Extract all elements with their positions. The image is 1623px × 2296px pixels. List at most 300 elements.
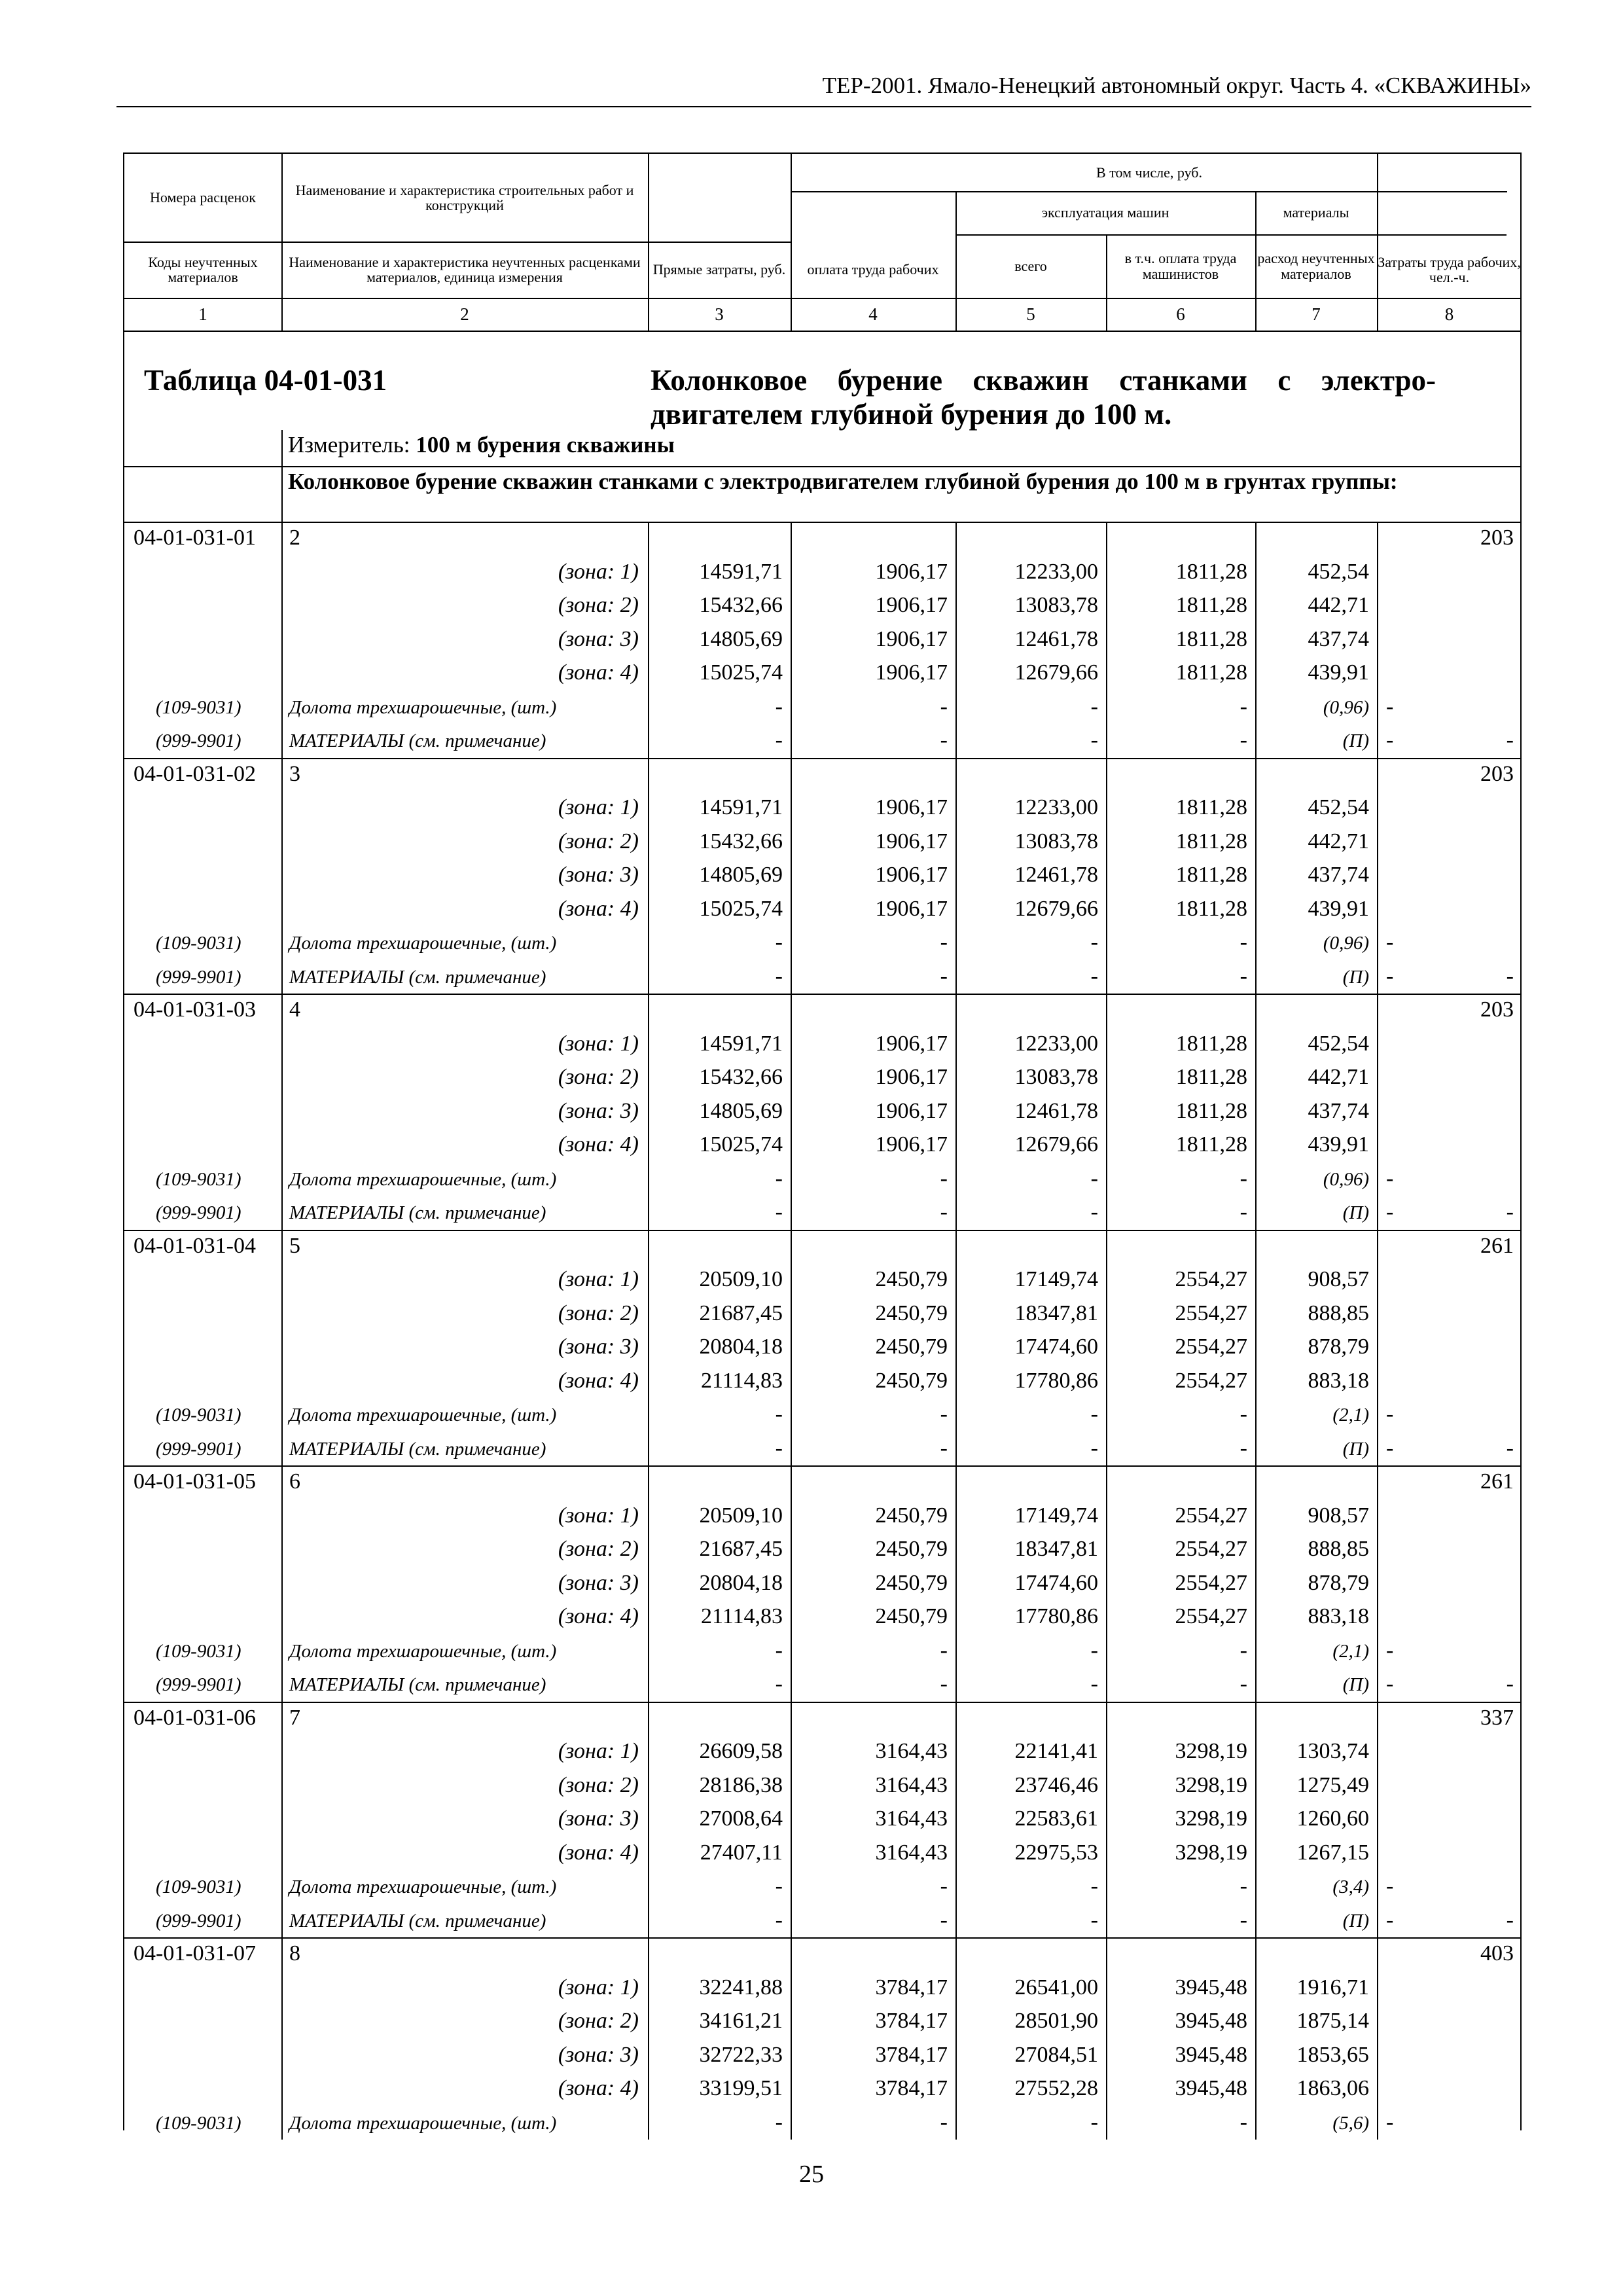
row-vline: [955, 758, 957, 994]
row-vline: [281, 758, 283, 994]
cell-operators: 2554,27: [1175, 1368, 1247, 1393]
group-vline: [281, 466, 283, 522]
measure-vline: [281, 430, 283, 466]
row-vline: [281, 1465, 283, 1702]
header-materials: материалы: [1283, 204, 1349, 221]
cell-operators: 2554,27: [1175, 1604, 1247, 1628]
header-machines: эксплуатация машин: [1041, 204, 1169, 221]
dash-cell: -: [775, 1166, 783, 1191]
material-code: (109-9031): [156, 1640, 241, 1662]
dash-cell: -: [940, 1638, 948, 1662]
soil-group: 6: [289, 1469, 300, 1494]
zone-label: (зона: 3): [558, 626, 639, 651]
material-code: (999-9901): [156, 1202, 241, 1223]
cell-machines: 27552,28: [1014, 2076, 1098, 2100]
cell-direct: 15025,74: [699, 1132, 783, 1157]
zone-label: (зона: 1): [558, 795, 639, 819]
row-vline: [281, 522, 283, 758]
cell-materials: 888,85: [1308, 1537, 1369, 1561]
material-consumption: (П): [1342, 730, 1369, 751]
row-vline: [955, 1465, 957, 1702]
dash-cell: -: [1240, 1672, 1247, 1696]
rate-code: 04-01-031-01: [134, 526, 256, 550]
dash-cell: -: [1240, 963, 1247, 988]
dash-cell: -: [1506, 1672, 1514, 1696]
zone-label: (зона: 4): [558, 660, 639, 685]
cell-machines: 17149,74: [1014, 1503, 1098, 1528]
cell-direct: 26609,58: [699, 1739, 783, 1763]
zone-label: (зона: 4): [558, 1132, 639, 1157]
cell-materials: 439,91: [1308, 1132, 1369, 1157]
row-vline: [1255, 1937, 1257, 2140]
cell-direct: 20509,10: [699, 1503, 783, 1528]
row-vline: [648, 1230, 649, 1466]
material-name: МАТЕРИАЛЫ (см. примечание): [289, 1910, 546, 1931]
dash-cell: -: [1386, 694, 1394, 719]
cell-machines: 12233,00: [1014, 795, 1098, 819]
dash-cell: -: [775, 2109, 783, 2134]
zone-label: (зона: 3): [558, 1806, 639, 1831]
cell-materials: 1875,14: [1296, 2009, 1369, 2033]
row-vline: [648, 1465, 649, 1702]
material-code: (999-9901): [156, 1674, 241, 1695]
material-consumption: (П): [1342, 1438, 1369, 1460]
col-number: 1: [198, 304, 207, 324]
cell-materials: 1275,49: [1296, 1772, 1369, 1797]
header-material-codes: Коды неучтенных материалов: [148, 253, 258, 285]
material-code: (109-9031): [156, 1168, 241, 1190]
cell-wages: 3164,43: [875, 1806, 948, 1831]
row-vline: [1377, 1230, 1378, 1466]
material-consumption: (5,6): [1332, 2112, 1369, 2134]
material-consumption: (2,1): [1332, 1640, 1369, 1662]
zone-label: (зона: 2): [558, 1065, 639, 1089]
dash-cell: -: [1240, 1435, 1247, 1460]
cell-direct: 32241,88: [699, 1975, 783, 2000]
dash-cell: -: [1090, 1200, 1098, 1224]
material-consumption: (П): [1342, 1674, 1369, 1695]
cell-wages: 1906,17: [875, 1031, 948, 1056]
col-number: 4: [868, 304, 878, 324]
material-name: Долота трехшарошечные, (шт.): [289, 933, 557, 954]
dash-cell: -: [1090, 728, 1098, 752]
cell-operators: 2554,27: [1175, 1537, 1247, 1561]
cell-materials: 1916,71: [1296, 1975, 1369, 2000]
cell-wages: 3164,43: [875, 1840, 948, 1865]
cell-materials: 437,74: [1308, 626, 1369, 651]
dash-cell: -: [940, 1874, 948, 1898]
row-vline: [1255, 758, 1257, 994]
zone-label: (зона: 4): [558, 896, 639, 921]
cell-materials: 883,18: [1308, 1368, 1369, 1393]
cell-direct: 14591,71: [699, 559, 783, 584]
row-vline: [955, 994, 957, 1230]
dash-cell: -: [1240, 1200, 1247, 1224]
row-vline: [791, 1702, 792, 1938]
row-vline: [955, 1937, 957, 2140]
rate-code: 04-01-031-07: [134, 1941, 256, 1965]
dash-cell: -: [1240, 930, 1247, 954]
row-vline: [281, 994, 283, 1230]
row-vline: [791, 1937, 792, 2140]
dash-cell: -: [940, 1672, 948, 1696]
zone-label: (зона: 2): [558, 593, 639, 617]
row-vline: [281, 1937, 283, 2140]
row-vline: [791, 1465, 792, 1702]
dash-cell: -: [1240, 694, 1247, 719]
row-vline: [648, 1937, 649, 2140]
dash-cell: -: [1240, 728, 1247, 752]
col-number: 6: [1176, 304, 1185, 324]
cell-materials: 883,18: [1308, 1604, 1369, 1628]
col-number: 5: [1026, 304, 1035, 324]
table-name: Колонковое бурение скважин станками с электро-двигателем глубиной бурения до 100 м.: [651, 364, 1436, 431]
dash-cell: -: [1090, 1435, 1098, 1460]
dash-cell: -: [775, 1200, 783, 1224]
cell-materials: 1260,60: [1296, 1806, 1369, 1831]
cell-materials: 439,91: [1308, 896, 1369, 921]
rate-code: 04-01-031-03: [134, 997, 256, 1022]
cell-operators: 3945,48: [1175, 2042, 1247, 2067]
cell-wages: 3784,17: [875, 1975, 948, 2000]
cell-direct: 33199,51: [699, 2076, 783, 2100]
material-code: (109-9031): [156, 2112, 241, 2134]
cell-operators: 2554,27: [1175, 1503, 1247, 1528]
row-vline: [1255, 994, 1257, 1230]
cell-operators: 3945,48: [1175, 1975, 1247, 2000]
cell-wages: 3784,17: [875, 2042, 948, 2067]
header-machines-total: всего: [1014, 257, 1047, 274]
soil-group: 7: [289, 1705, 300, 1730]
dash-cell: -: [775, 1638, 783, 1662]
labor-cost: 203: [1480, 997, 1514, 1022]
dash-cell: -: [1240, 1874, 1247, 1898]
row-vline: [1377, 758, 1378, 994]
cell-machines: 22141,41: [1014, 1739, 1098, 1763]
dash-cell: -: [775, 728, 783, 752]
row-vline: [955, 1702, 957, 1938]
cell-operators: 1811,28: [1175, 1031, 1247, 1056]
labor-cost: 203: [1480, 526, 1514, 550]
cell-operators: 3945,48: [1175, 2076, 1247, 2100]
cell-operators: 1811,28: [1175, 559, 1247, 584]
row-vline: [648, 1702, 649, 1938]
material-code: (999-9901): [156, 1910, 241, 1931]
dash-cell: -: [1386, 930, 1394, 954]
dash-cell: -: [775, 1907, 783, 1932]
cell-materials: 878,79: [1308, 1335, 1369, 1359]
measure-line: [124, 466, 1522, 467]
dash-cell: -: [940, 2109, 948, 2134]
labor-cost: 403: [1480, 1941, 1514, 1965]
zone-label: (зона: 1): [558, 1031, 639, 1056]
dash-cell: -: [775, 930, 783, 954]
zone-label: (зона: 3): [558, 2042, 639, 2067]
material-name: МАТЕРИАЛЫ (см. примечание): [289, 1202, 546, 1223]
dash-cell: -: [940, 963, 948, 988]
material-code: (109-9031): [156, 933, 241, 954]
header-operators: в т.ч. оплата труда машинистов: [1124, 250, 1237, 282]
cell-wages: 1906,17: [875, 1132, 948, 1157]
material-name: МАТЕРИАЛЫ (см. примечание): [289, 1674, 546, 1695]
dash-cell: -: [1506, 963, 1514, 988]
cell-operators: 2554,27: [1175, 1570, 1247, 1595]
cell-wages: 1906,17: [875, 795, 948, 819]
cell-operators: 1811,28: [1175, 1132, 1247, 1157]
material-name: Долота трехшарошечные, (шт.): [289, 1405, 557, 1426]
measure-label: Измеритель:: [288, 432, 410, 457]
row-vline: [281, 1230, 283, 1466]
dash-cell: -: [1506, 728, 1514, 752]
cell-materials: 908,57: [1308, 1267, 1369, 1291]
cell-wages: 1906,17: [875, 829, 948, 853]
cell-materials: 442,71: [1308, 1065, 1369, 1089]
soil-group: 8: [289, 1941, 300, 1965]
zone-label: (зона: 2): [558, 1772, 639, 1797]
cell-wages: 1906,17: [875, 660, 948, 685]
header-line-numbers: [124, 331, 1522, 332]
material-name: Долота трехшарошечные, (шт.): [289, 2112, 557, 2134]
dash-cell: -: [940, 1166, 948, 1191]
cell-machines: 12679,66: [1014, 660, 1098, 685]
cell-operators: 1811,28: [1175, 660, 1247, 685]
cell-direct: 21114,83: [701, 1604, 783, 1628]
row-vline: [1106, 1702, 1107, 1938]
cell-direct: 27407,11: [700, 1840, 783, 1865]
dash-cell: -: [1386, 1907, 1394, 1932]
cell-materials: 1863,06: [1296, 2076, 1369, 2100]
row-vline: [955, 1230, 957, 1466]
zone-label: (зона: 2): [558, 1300, 639, 1325]
cell-materials: 1303,74: [1296, 1739, 1369, 1763]
measure-unit: [288, 432, 675, 458]
zone-label: (зона: 1): [558, 1975, 639, 2000]
row-vline: [791, 1230, 792, 1466]
cell-direct: 32722,33: [699, 2042, 783, 2067]
zone-label: (зона: 2): [558, 829, 639, 853]
labor-cost: 337: [1480, 1705, 1514, 1730]
block-separator: [124, 994, 1522, 995]
cell-direct: 15025,74: [699, 896, 783, 921]
material-consumption: (П): [1342, 966, 1369, 988]
dash-cell: -: [1240, 1638, 1247, 1662]
dash-cell: -: [1386, 1638, 1394, 1662]
row-vline: [648, 994, 649, 1230]
cell-direct: 15432,66: [699, 593, 783, 617]
dash-cell: -: [1090, 963, 1098, 988]
soil-group: 5: [289, 1233, 300, 1258]
cell-direct: 20804,18: [699, 1335, 783, 1359]
cell-materials: 452,54: [1308, 795, 1369, 819]
col-number: 3: [715, 304, 724, 324]
labor-cost: 261: [1480, 1233, 1514, 1258]
cell-direct: 21114,83: [701, 1368, 783, 1393]
material-name: Долота трехшарошечные, (шт.): [289, 1640, 557, 1662]
cell-direct: 14805,69: [699, 863, 783, 887]
cell-operators: 1811,28: [1175, 1065, 1247, 1089]
cell-wages: 2450,79: [875, 1537, 948, 1561]
cell-materials: 1853,65: [1296, 2042, 1369, 2067]
cell-direct: 27008,64: [699, 1806, 783, 1831]
zone-label: (зона: 3): [558, 1098, 639, 1123]
cell-materials: 439,91: [1308, 660, 1369, 685]
labor-cost: 203: [1480, 761, 1514, 786]
header-wages: оплата труда рабочих: [807, 261, 939, 278]
dash-cell: -: [940, 930, 948, 954]
dash-cell: -: [1386, 1672, 1394, 1696]
header-vline-1: [281, 154, 283, 298]
dash-cell: -: [940, 728, 948, 752]
running-header: ТЕР-2001. Ямало-Ненецкий автономный округ. Часть 4. «СКВАЖИНЫ»: [116, 65, 1531, 107]
material-consumption: (0,96): [1323, 1168, 1369, 1190]
cell-direct: 15432,66: [699, 1065, 783, 1089]
dash-cell: -: [775, 1672, 783, 1696]
cell-materials: 442,71: [1308, 829, 1369, 853]
cell-machines: 13083,78: [1014, 1065, 1098, 1089]
col-number: 8: [1444, 304, 1454, 324]
zone-label: (зона: 1): [558, 1739, 639, 1763]
cell-machines: 22975,53: [1014, 1840, 1098, 1865]
row-vline: [648, 758, 649, 994]
cell-materials: 908,57: [1308, 1503, 1369, 1528]
cell-wages: 2450,79: [875, 1503, 948, 1528]
cell-materials: 1267,15: [1296, 1840, 1369, 1865]
dash-cell: -: [1090, 930, 1098, 954]
row-vline: [1106, 522, 1107, 758]
row-vline: [1255, 1702, 1257, 1938]
row-vline: [955, 522, 957, 758]
row-vline: [791, 994, 792, 1230]
cell-wages: 3784,17: [875, 2009, 948, 2033]
cell-wages: 2450,79: [875, 1335, 948, 1359]
cell-wages: 1906,17: [875, 593, 948, 617]
dash-cell: -: [775, 963, 783, 988]
zone-label: (зона: 3): [558, 1570, 639, 1595]
cell-direct: 20509,10: [699, 1267, 783, 1291]
cell-machines: 23746,46: [1014, 1772, 1098, 1797]
cell-machines: 18347,81: [1014, 1300, 1098, 1325]
zone-label: (зона: 1): [558, 1267, 639, 1291]
cell-wages: 2450,79: [875, 1368, 948, 1393]
cell-operators: 2554,27: [1175, 1335, 1247, 1359]
block-separator: [124, 758, 1522, 759]
dash-cell: -: [1506, 1200, 1514, 1224]
cell-wages: 3164,43: [875, 1739, 948, 1763]
group-line: [124, 522, 1522, 523]
row-vline: [1377, 1937, 1378, 2140]
dash-cell: -: [1090, 1638, 1098, 1662]
cell-direct: 15025,74: [699, 660, 783, 685]
cell-wages: 3164,43: [875, 1772, 948, 1797]
row-vline: [281, 1702, 283, 1938]
material-code: (999-9901): [156, 1438, 241, 1460]
dash-cell: -: [940, 1200, 948, 1224]
material-consumption: (0,96): [1323, 696, 1369, 718]
cell-wages: 1906,17: [875, 863, 948, 887]
zone-label: (зона: 1): [558, 559, 639, 584]
dash-cell: -: [1506, 1435, 1514, 1460]
cell-materials: 437,74: [1308, 863, 1369, 887]
row-vline: [1106, 994, 1107, 1230]
header-material-name: Наименование и характеристика неучтенных расценками материалов, единица измерения: [289, 253, 641, 285]
cell-machines: 12461,78: [1014, 1098, 1098, 1123]
block-separator: [124, 1230, 1522, 1231]
cell-operators: 3298,19: [1175, 1806, 1247, 1831]
zone-label: (зона: 3): [558, 1335, 639, 1359]
cell-materials: 452,54: [1308, 559, 1369, 584]
cell-operators: 1811,28: [1175, 593, 1247, 617]
cell-direct: 14591,71: [699, 795, 783, 819]
zone-label: (зона: 4): [558, 1604, 639, 1628]
cell-operators: 1811,28: [1175, 896, 1247, 921]
row-vline: [1377, 522, 1378, 758]
rate-code: 04-01-031-06: [134, 1705, 256, 1730]
cell-operators: 3298,19: [1175, 1772, 1247, 1797]
dash-cell: -: [1240, 1402, 1247, 1426]
material-consumption: (2,1): [1332, 1405, 1369, 1426]
material-name: МАТЕРИАЛЫ (см. примечание): [289, 966, 546, 988]
header-direct-costs: Прямые затраты, руб.: [652, 261, 786, 278]
cell-direct: 15432,66: [699, 829, 783, 853]
dash-cell: -: [1386, 963, 1394, 988]
material-consumption: (0,96): [1323, 933, 1369, 954]
soil-group: 3: [289, 761, 300, 786]
dash-cell: -: [1240, 1166, 1247, 1191]
header-including: В том числе, руб.: [1096, 164, 1202, 181]
col-number: 2: [460, 304, 469, 324]
row-vline: [1106, 758, 1107, 994]
row-vline: [791, 758, 792, 994]
cell-materials: 878,79: [1308, 1570, 1369, 1595]
rate-code: 04-01-031-05: [134, 1469, 256, 1494]
dash-cell: -: [1386, 1200, 1394, 1224]
rate-code: 04-01-031-04: [134, 1233, 256, 1258]
dash-cell: -: [940, 694, 948, 719]
material-name: Долота трехшарошечные, (шт.): [289, 1168, 557, 1190]
cell-machines: 17780,86: [1014, 1604, 1098, 1628]
cell-wages: 1906,17: [875, 896, 948, 921]
dash-cell: -: [775, 1435, 783, 1460]
row-vline: [1377, 1702, 1378, 1938]
dash-cell: -: [1240, 1907, 1247, 1932]
dash-cell: -: [1386, 1874, 1394, 1898]
zone-label: (зона: 4): [558, 1840, 639, 1865]
material-consumption: (3,4): [1332, 1876, 1369, 1897]
rate-code: 04-01-031-02: [134, 761, 256, 786]
header-material-consumption: расход неучтенных материалов: [1257, 250, 1375, 282]
dash-cell: -: [1386, 728, 1394, 752]
dash-cell: -: [1386, 1402, 1394, 1426]
material-consumption: (П): [1342, 1202, 1369, 1223]
material-name: МАТЕРИАЛЫ (см. примечание): [289, 1438, 546, 1460]
material-code: (999-9901): [156, 966, 241, 988]
cell-operators: 1811,28: [1175, 863, 1247, 887]
cell-machines: 13083,78: [1014, 829, 1098, 853]
cell-direct: 20804,18: [699, 1570, 783, 1595]
zone-label: (зона: 4): [558, 2076, 639, 2100]
cell-operators: 3298,19: [1175, 1739, 1247, 1763]
row-vline: [1377, 1465, 1378, 1702]
cell-machines: 12461,78: [1014, 626, 1098, 651]
measure-value: 100 м бурения скважины: [416, 432, 675, 457]
block-separator: [124, 1937, 1522, 1939]
dash-cell: -: [940, 1907, 948, 1932]
material-consumption: (П): [1342, 1910, 1369, 1931]
cell-machines: 26541,00: [1014, 1975, 1098, 2000]
cell-wages: 1906,17: [875, 1065, 948, 1089]
cell-machines: 28501,90: [1014, 2009, 1098, 2033]
header-work-name: Наименование и характеристика строительных работ и конструкций: [295, 181, 634, 213]
